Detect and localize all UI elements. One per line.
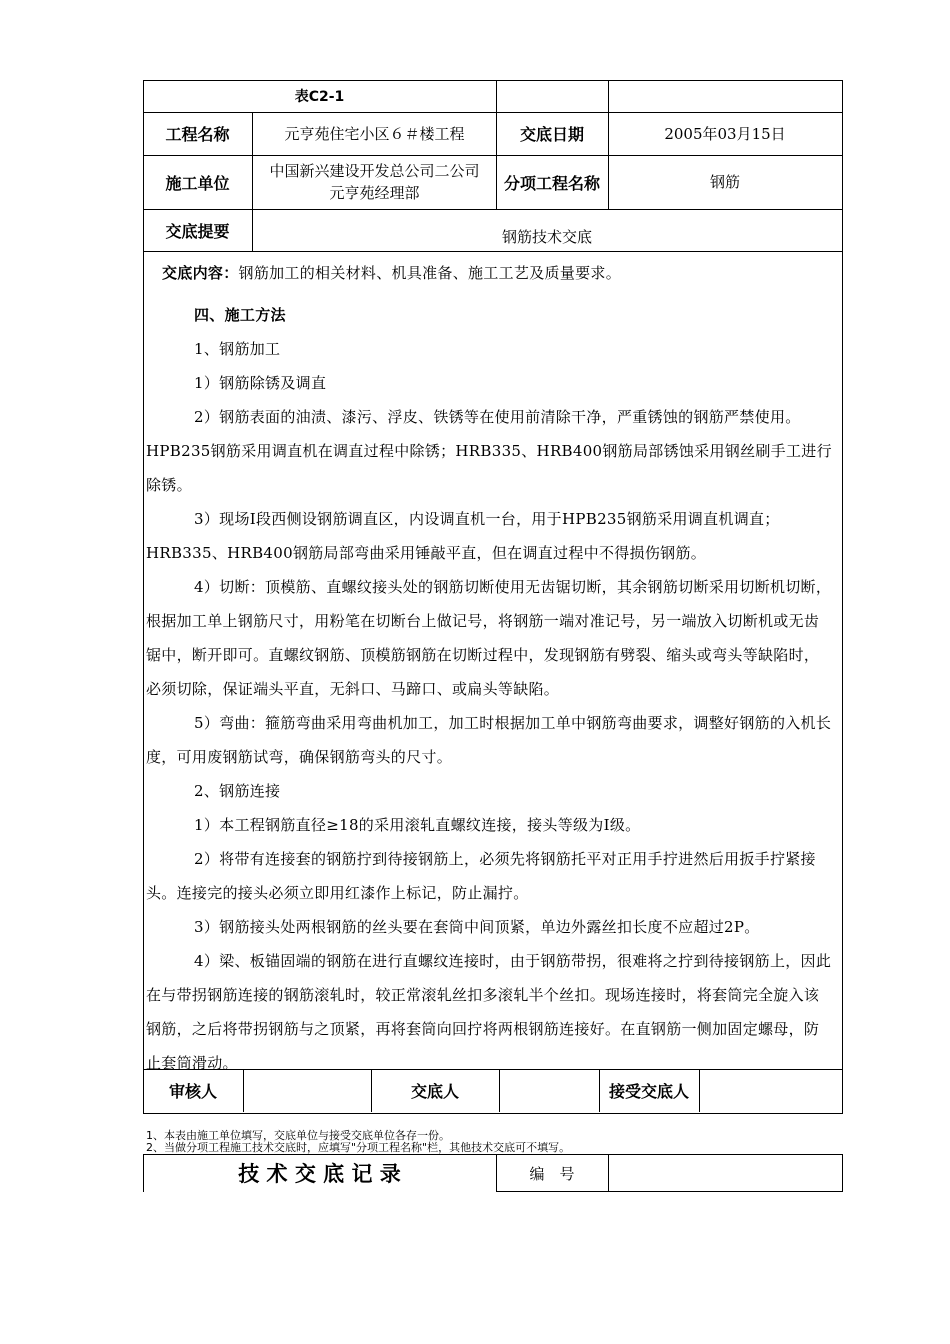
- project-name-value: 元亨苑住宅小区６＃楼工程: [284, 124, 465, 143]
- next-table-right: [842, 1154, 843, 1192]
- receiver-label: 接受交底人: [608, 1082, 689, 1101]
- paragraph: 3）现场Ⅰ段西侧设钢筋调直区，内设调直机一台，用于HPB235钢筋采用调直机调直；HRB335、HRB400钢筋局部弯曲采用锤敲平直，但在调直过程中不得损伤钢筋。: [146, 510, 780, 562]
- sub-project-value: 钢筋: [709, 173, 740, 191]
- summary-label: 交底提要: [165, 221, 230, 241]
- date-label: 交底日期: [519, 125, 584, 144]
- paragraph: 5）弯曲：箍筋弯曲采用弯曲机加工，加工时根据加工单中钢筋弯曲要求，调整好钢筋的入机长度，可用废钢筋试弯，确保钢筋弯头的尺寸。: [146, 714, 832, 766]
- project-name-label: 工程名称: [165, 125, 230, 144]
- paragraph: 4）切断：顶模筋、直螺纹接头处的钢筋切断使用无齿锯切断，其余钢筋切断采用切断机切断，根据加工单上钢筋尺寸，用粉笔在切断台上做记号，将钢筋一端对准记号，另一端放入切断机或无齿锯中，断开即可。直螺纹钢筋、顶模筋钢筋在切断过程中，发现钢筋有劈裂、缩头或弯头等缺陷时，必须切除，保证端头平直，无斜口、马蹄口、或扁头等缺陷。: [146, 578, 832, 698]
- paragraph: 2、钢筋连接: [194, 782, 281, 800]
- intro-text: 钢筋加工的相关材料、机具准备、施工工艺及质量要求。: [238, 264, 622, 282]
- record-title: 技 术 交 底 记 录: [238, 1162, 401, 1186]
- paragraph: 4）梁、板锚固端的钢筋在进行直螺纹连接时，由于钢筋带拐，很难将之拧到待接钢筋上，因此在与带拐钢筋连接的钢筋滚轧时，较正常滚轧丝扣多滚轧半个丝扣。现场连接时，将套筒完全旋入该钢筋，之后将带拐钢筋与之顶紧，再将套筒向回拧将两根钢筋连接好。在直钢筋一侧加固定螺母，防止套筒滑动。: [146, 952, 832, 1072]
- paragraph: 1、钢筋加工: [194, 340, 281, 358]
- section-title: 四、施工方法: [194, 306, 286, 324]
- presenter-label: 交底人: [410, 1082, 459, 1101]
- unit-value: [253, 155, 496, 209]
- paragraph: 1）钢筋除锈及调直: [194, 374, 327, 392]
- footnote-1: 1、本表由施工单位填写，交底单位与接受交底单位各存一份。: [146, 1129, 450, 1142]
- number-label: 编 号: [529, 1164, 575, 1183]
- paragraph: 2）将带有连接套的钢筋拧到待接钢筋上，必须先将钢筋托平对正用手拧进然后用扳手拧紧接头。连接完的接头必须立即用红漆作上标记，防止漏拧。: [146, 850, 816, 902]
- paragraph: 3）钢筋接头处两根钢筋的丝头要在套筒中间顶紧，单边外露丝扣长度不应超过2P。: [194, 918, 760, 936]
- reviewer-label: 审核人: [168, 1082, 217, 1101]
- intro-label: 交底内容：: [162, 264, 239, 282]
- footnote-2: 2、当做分项工程施工技术交底时，应填写"分项工程名称"栏，其他技术交底可不填写。: [146, 1141, 571, 1154]
- summary-value: 钢筋技术交底: [501, 228, 592, 246]
- unit-label: 施工单位: [165, 173, 230, 193]
- unit-line-2: 元亨苑经理部: [329, 184, 420, 202]
- sub-project-label: 分项工程名称: [503, 173, 600, 193]
- table-number: 表C2-1: [294, 89, 345, 105]
- paragraph: 2）钢筋表面的油渍、漆污、浮皮、铁锈等在使用前清除干净，严重锈蚀的钢筋严禁使用。HPB235钢筋采用调直机在调直过程中除锈；HRB335、HRB400钢筋局部锈蚀采用钢丝刷手工进行除锈。: [146, 408, 832, 494]
- unit-line-1: 中国新兴建设开发总公司二公司: [269, 162, 480, 180]
- disclosure-content: [146, 256, 832, 1080]
- next-table-divider: [608, 1154, 609, 1192]
- paragraph: 1）本工程钢筋直径≥18的采用滚轧直螺纹连接，接头等级为Ⅰ级。: [194, 816, 641, 834]
- date-value: 2005年03月15日: [664, 124, 786, 143]
